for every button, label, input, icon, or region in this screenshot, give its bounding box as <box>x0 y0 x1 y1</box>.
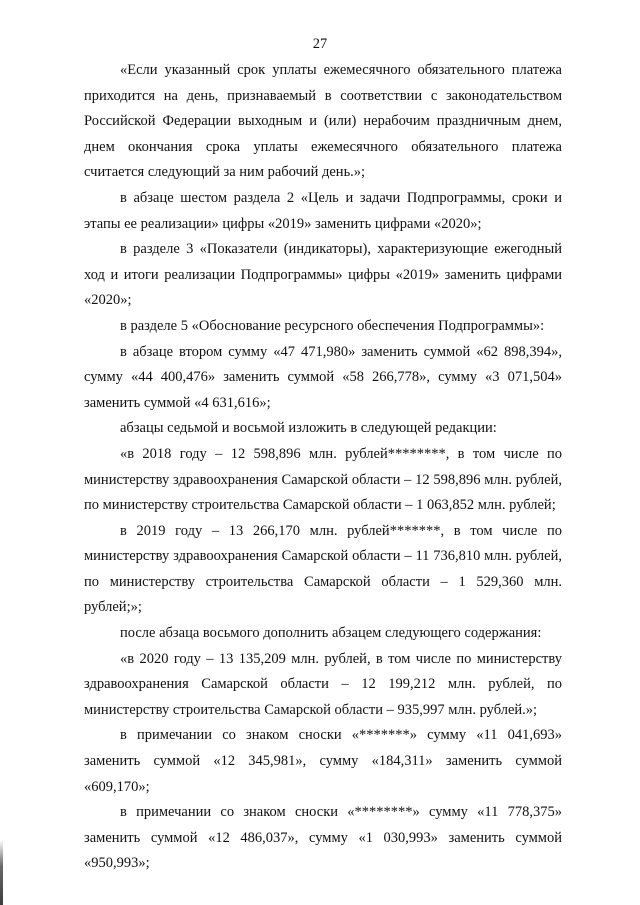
scan-edge-mark <box>0 840 3 905</box>
paragraph-5: в абзаце втором сумму «47 471,980» заменить суммой «62 898,394», сумму «44 400,476» заменить суммой «58 266,778», сумму «3 071,504» заменить суммой «4 631,616»; <box>84 343 562 411</box>
paragraph-12: в примечании со знаком сноски «********» сумму «11 778,375» заменить суммой «12 486,037», сумму «1 030,993» заменить суммой «950,993»; <box>84 804 562 872</box>
document-body <box>84 58 562 877</box>
paragraph-8: в 2019 году – 13 266,170 млн. рублей*******, в том числе по министерству здравоохранения Самарской области – 11 736,810 млн. рублей, по министерству строительства Самарской области – 1 529,360 млн. рублей;»; <box>84 522 562 616</box>
paragraph-11: в примечании со знаком сноски «*******» сумму «11 041,693» заменить суммой «12 345,981», сумму «184,311» заменить суммой «609,170»; <box>84 727 562 795</box>
page-number: 27 <box>312 36 328 52</box>
paragraph-1: «Если указанный срок уплаты ежемесячного обязательного платежа приходится на день, признаваемый в соответствии с законодательством Российской Федерации выходным и (или) нерабочим праздничным днем, днем окончания срока уплаты ежемесячного обязательного платежа считается следующий за ним рабочий день.»; <box>84 62 562 181</box>
paragraph-7: «в 2018 году – 12 598,896 млн. рублей********, в том числе по министерству здравоохранения Самарской области – 12 598,896 млн. рублей, по министерству строительства Самарской области – 1 063,852 млн. рублей; <box>84 445 562 514</box>
paragraph-4: в разделе 5 «Обоснование ресурсного обеспечения Подпрограммы»: <box>120 317 545 334</box>
paragraph-10: «в 2020 году – 13 135,209 млн. рублей, в том числе по министерству здравоохранения Самарской области – 12 199,212 млн. рублей, по министерству строительства Самарской области – 935,997 млн. рублей.»; <box>84 650 562 718</box>
paragraph-2: в абзаце шестом раздела 2 «Цель и задачи Подпрограммы, сроки и этапы ее реализации» цифры «2019» заменить цифрами «2020»; <box>84 189 562 232</box>
paragraph-6: абзацы седьмой и восьмой изложить в следующей редакции: <box>120 420 497 437</box>
paragraph-3: в разделе 3 «Показатели (индикаторы), характеризующие ежегодный ход и итоги реализации Подпрограммы» цифры «2019» заменить цифрами «2020»; <box>84 241 562 309</box>
paragraph-9: после абзаца восьмого дополнить абзацем следующего содержания: <box>120 625 542 642</box>
